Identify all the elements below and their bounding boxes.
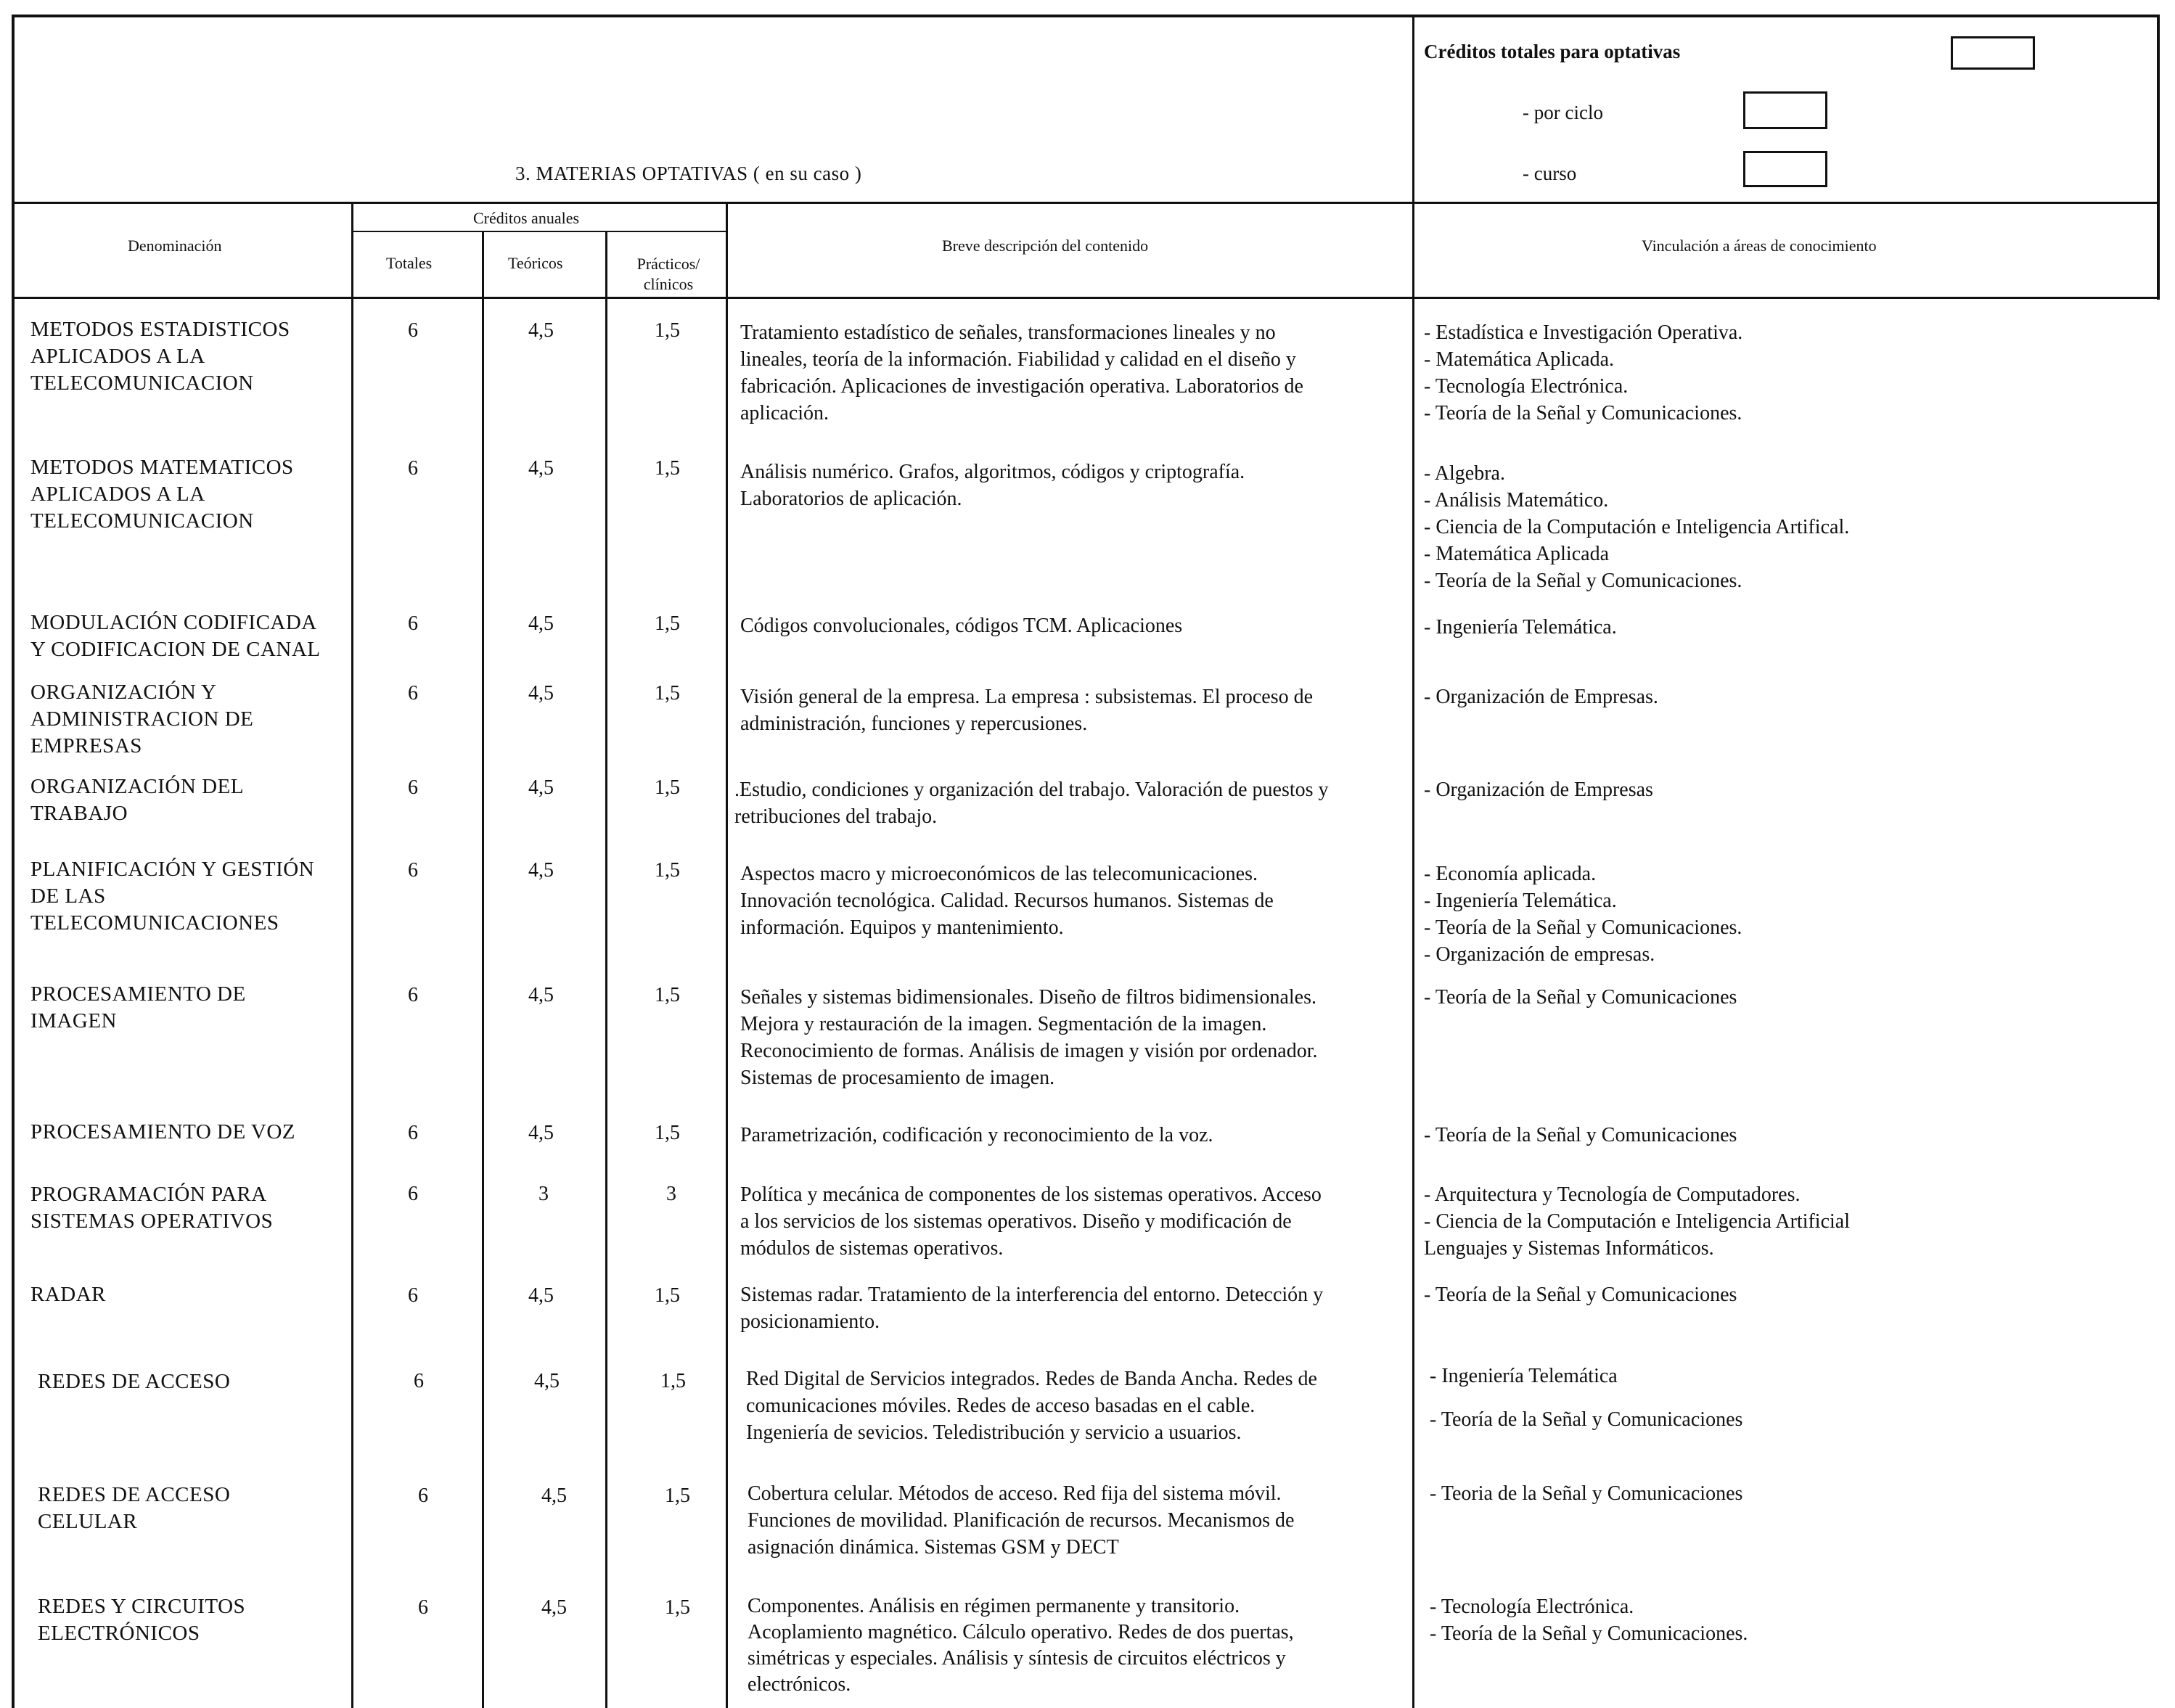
row-practicos: 1,5 bbox=[655, 612, 680, 635]
row-name: RADAR bbox=[30, 1283, 107, 1306]
row-descripcion: Análisis numérico. Grafos, algoritmos, códigos y criptografía. Laboratorios de aplicación. bbox=[740, 461, 1245, 510]
credits-total-label: Créditos totales para optativas bbox=[1424, 41, 1681, 62]
row-teoricos: 4,5 bbox=[528, 776, 554, 799]
row-totales: 6 bbox=[408, 984, 418, 1006]
row-descripcion: Parametrización, codificación y reconocimiento de la voz. bbox=[740, 1124, 1213, 1146]
row-descripcion: Códigos convolucionales, códigos TCM. Aplicaciones bbox=[740, 615, 1183, 637]
row-descripcion: Tratamiento estadístico de señales, transformaciones lineales y no lineales, teoría de la información. Fiabilidad y calidad en el diseño y fabricación. Aplicaciones de investigación operativa. Laboratorios de aplicación. bbox=[740, 321, 1303, 424]
row-descripcion: Red Digital de Servicios integrados. Redes de Banda Ancha. Redes de comunicaciones móviles. Redes de acceso basadas en el cable. Ingeniería de sevicios. Teledistribución y servicio a usuarios. bbox=[746, 1368, 1317, 1444]
creditos-sub-line bbox=[351, 231, 727, 232]
row-totales: 6 bbox=[418, 1596, 428, 1619]
row-practicos: 1,5 bbox=[655, 859, 680, 882]
col-line-practicos bbox=[605, 231, 607, 1708]
row-descripcion: Política y mecánica de componentes de los sistemas operativos. Acceso a los servicios de los sistemas operativos. Diseño y modificación de módulos de sistemas operativos. bbox=[740, 1183, 1322, 1260]
row-descripcion: .Estudio, condiciones y organización del trabajo. Valoración de puestos y retribuciones del trabajo. bbox=[734, 779, 1329, 828]
row-totales: 6 bbox=[414, 1370, 424, 1392]
row-name: REDES DE ACCESO CELULAR bbox=[38, 1483, 231, 1533]
row-areas: - Teoría de la Señal y Comunicaciones bbox=[1424, 986, 1737, 1009]
row-totales: 6 bbox=[418, 1485, 428, 1507]
row-name: PLANIFICACIÓN Y GESTIÓN DE LAS TELECOMUNICACIONES bbox=[30, 858, 315, 935]
curso-label: - curso bbox=[1523, 163, 1577, 184]
col-line-totales bbox=[351, 202, 353, 1708]
row-practicos: 1,5 bbox=[655, 984, 680, 1006]
row-name: REDES Y CIRCUITOS ELECTRÓNICOS bbox=[38, 1595, 246, 1645]
curso-box[interactable] bbox=[1743, 151, 1827, 187]
row-practicos: 1,5 bbox=[655, 457, 680, 480]
row-name: METODOS MATEMATICOS APLICADOS A LA TELECOMUNICACION bbox=[30, 456, 294, 533]
row-areas: - Teoría de la Señal y Comunicaciones bbox=[1424, 1284, 1737, 1306]
row-name: ORGANIZACIÓN Y ADMINISTRACION DE EMPRESAS bbox=[30, 681, 254, 757]
col-totales: Totales bbox=[386, 254, 433, 272]
credits-total-box[interactable] bbox=[1951, 36, 2035, 70]
row-teoricos: 4,5 bbox=[528, 319, 554, 342]
frame-left bbox=[12, 15, 15, 1708]
row-areas: - Tecnología Electrónica. - Teoría de la Señal y Comunicaciones. bbox=[1430, 1596, 1748, 1645]
row-descripcion: Visión general de la empresa. La empresa : subsistemas. El proceso de administración, funciones y repercusiones. bbox=[740, 686, 1314, 735]
col-descripcion: Breve descripción del contenido bbox=[942, 237, 1149, 255]
row-practicos: 1,5 bbox=[655, 1284, 680, 1307]
col-denominacion: Denominación bbox=[128, 237, 222, 255]
row-totales: 6 bbox=[408, 612, 418, 635]
row-teoricos: 4,5 bbox=[528, 984, 554, 1006]
row-totales: 6 bbox=[408, 776, 418, 799]
row-practicos: 1,5 bbox=[665, 1485, 690, 1507]
row-descripcion: Aspectos macro y microeconómicos de las telecomunicaciones. Innovación tecnológica. Calidad. Recursos humanos. Sistemas de información. Equipos y mantenimiento. bbox=[740, 863, 1274, 939]
row-totales: 6 bbox=[408, 682, 418, 705]
row-practicos: 1,5 bbox=[655, 776, 680, 799]
row-practicos: 1,5 bbox=[655, 682, 680, 705]
row-practicos: 3 bbox=[666, 1183, 676, 1205]
col-vinculacion: Vinculación a áreas de conocimiento bbox=[1642, 237, 1877, 255]
row-areas: - Economía aplicada. - Ingeniería Telemática. - Teoría de la Señal y Comunicaciones. - Organización de empresas. bbox=[1424, 863, 1742, 966]
row-name: METODOS ESTADISTICOS APLICADOS A LA TELECOMUNICACION bbox=[30, 318, 290, 395]
row-teoricos: 4,5 bbox=[528, 457, 554, 480]
frame-right bbox=[2157, 15, 2160, 300]
row-practicos: 1,5 bbox=[655, 319, 680, 342]
col-header-bottom-line bbox=[12, 297, 2160, 299]
row-totales: 6 bbox=[408, 457, 418, 480]
row-name: PROGRAMACIÓN PARA SISTEMAS OPERATIVOS bbox=[30, 1183, 274, 1233]
row-teoricos: 3 bbox=[538, 1183, 549, 1205]
row-teoricos: 4,5 bbox=[528, 612, 554, 635]
row-areas: - Algebra. - Análisis Matemático. - Ciencia de la Computación e Inteligencia Artifical. - Matemática Aplicada - Teoría de la Señal y Comunicaciones. bbox=[1424, 462, 1850, 592]
row-name: PROCESAMIENTO DE IMAGEN bbox=[30, 982, 246, 1032]
por-ciclo-box[interactable] bbox=[1743, 91, 1827, 129]
col-line-teoricos bbox=[482, 231, 484, 1708]
col-teoricos: Teóricos bbox=[508, 254, 563, 272]
header-divider-vertical bbox=[1412, 15, 1414, 1708]
col-line-descripcion bbox=[726, 202, 728, 1708]
row-practicos: 1,5 bbox=[660, 1370, 686, 1392]
row-totales: 6 bbox=[408, 1284, 418, 1307]
row-areas: - Organización de Empresas. bbox=[1424, 686, 1658, 708]
row-areas: - Ingeniería Telemática. bbox=[1424, 616, 1617, 639]
row-name: PROCESAMIENTO DE VOZ bbox=[30, 1120, 296, 1144]
row-teoricos: 4,5 bbox=[528, 1284, 554, 1307]
row-areas: - Organización de Empresas bbox=[1424, 779, 1653, 801]
row-totales: 6 bbox=[408, 1122, 418, 1144]
row-teoricos: 4,5 bbox=[528, 859, 554, 882]
row-areas: - Estadística e Investigación Operativa. - Matemática Aplicada. - Tecnología Electrónica. - Teoría de la Señal y Comunicaciones. bbox=[1424, 321, 1743, 424]
row-areas: - Ingeniería Telemática - Teoría de la Señal y Comunicaciones bbox=[1430, 1365, 1743, 1431]
row-areas: - Teoria de la Señal y Comunicaciones bbox=[1430, 1482, 1743, 1505]
row-descripcion: Cobertura celular. Métodos de acceso. Red fija del sistema móvil. Funciones de movilidad. Planificación de recursos. Mecanismos de asignación dinámica. Sistemas GSM y DECT bbox=[747, 1482, 1295, 1559]
col-practicos: Prácticos/ clínicos bbox=[636, 255, 700, 293]
row-practicos: 1,5 bbox=[665, 1596, 690, 1619]
row-totales: 6 bbox=[408, 319, 418, 342]
row-descripcion: Componentes. Análisis en régimen permanente y transitorio. Acoplamiento magnético. Cálculo operativo. Redes de dos puertas, simétricas y especiales. Análisis y síntesis de circuitos eléctricos y electrónicos. bbox=[747, 1595, 1294, 1696]
row-descripcion: Sistemas radar. Tratamiento de la interferencia del entorno. Detección y posicionamiento. bbox=[740, 1284, 1324, 1333]
row-totales: 6 bbox=[408, 1183, 418, 1205]
col-creditos-anuales: Créditos anuales bbox=[473, 209, 580, 227]
row-practicos: 1,5 bbox=[655, 1122, 680, 1144]
row-areas: - Teoría de la Señal y Comunicaciones bbox=[1424, 1124, 1737, 1146]
por-ciclo-label: - por ciclo bbox=[1523, 102, 1603, 123]
row-teoricos: 4,5 bbox=[528, 1122, 554, 1144]
row-name: REDES DE ACCESO bbox=[38, 1370, 231, 1393]
row-name: MODULACIÓN CODIFICADA Y CODIFICACION DE CANAL bbox=[30, 611, 321, 661]
row-teoricos: 4,5 bbox=[541, 1485, 567, 1507]
row-totales: 6 bbox=[408, 859, 418, 882]
row-name: ORGANIZACIÓN DEL TRABAJO bbox=[30, 775, 244, 825]
section-title: 3. MATERIAS OPTATIVAS ( en su caso ) bbox=[515, 163, 862, 184]
row-descripcion: Señales y sistemas bidimensionales. Diseño de filtros bidimensionales. Mejora y restauración de la imagen. Segmentación de la imagen. Reconocimiento de formas. Análisis de imagen y visión por ordenador. Sistemas de procesamiento de imagen. bbox=[740, 986, 1318, 1089]
frame-top bbox=[12, 15, 2158, 17]
header-bottom-line bbox=[12, 202, 2160, 204]
row-teoricos: 4,5 bbox=[541, 1596, 567, 1619]
row-teoricos: 4,5 bbox=[534, 1370, 560, 1392]
row-teoricos: 4,5 bbox=[528, 682, 554, 705]
row-areas: - Arquitectura y Tecnología de Computadores. - Ciencia de la Computación e Inteligencia Artificial Lenguajes y Sistemas Informáticos. bbox=[1424, 1183, 1851, 1260]
